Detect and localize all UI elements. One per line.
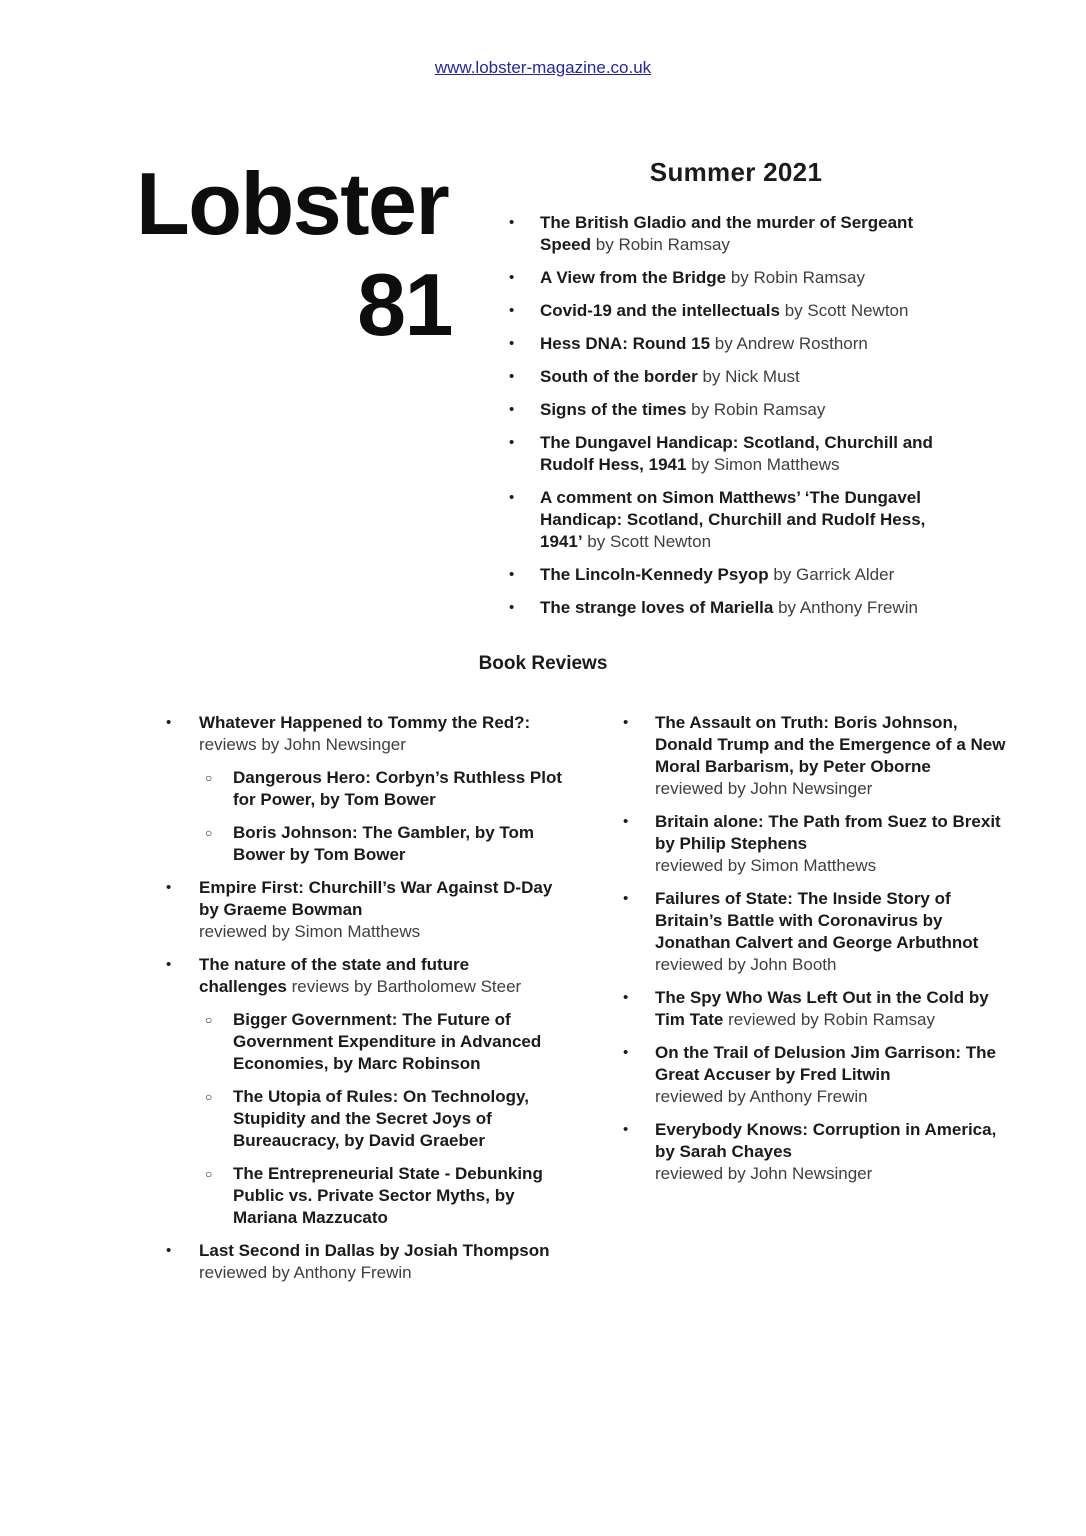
review-title: Whatever Happened to Tommy the Red?: [199,713,531,732]
review-item [160,1086,574,1152]
bullet-icon: • [623,1044,629,1061]
bullet-icon: • [623,813,629,830]
page-header [0,57,1086,79]
article-item [495,333,977,355]
review-text [233,1163,573,1229]
article-author: by Robin Ramsay [730,268,865,287]
article-text [540,212,964,256]
bullet-icon: • [509,599,515,616]
review-reviewer: reviews by Bartholomew Steer [291,977,522,996]
season-heading: Summer 2021 [649,157,823,187]
review-title: Empire First: Churchill’s War Against D-Day by Graeme Bowman [199,878,553,919]
bullet-icon: • [509,434,515,451]
review-text [233,822,573,866]
bullet-icon: • [509,335,515,352]
review-item [618,987,1016,1031]
bullet-icon: • [509,566,515,583]
article-author: by Andrew Rosthorn [714,334,868,353]
review-text [655,1119,1013,1185]
review-text [655,811,1013,877]
review-title: The Assault on Truth: Boris Johnson, Donald Trump and the Emergence of a New Moral Barbarism, by Peter Oborne [655,713,1006,776]
review-text [233,1009,573,1075]
article-text [540,267,964,289]
article-text [540,487,964,553]
review-text [655,888,1013,976]
bullet-icon: ○ [205,1013,213,1027]
review-text [233,767,573,811]
article-author: by Anthony Frewin [778,598,918,617]
review-title: The Utopia of Rules: On Technology, Stupidity and the Secret Joys of Bureaucracy, by David Graeber [233,1087,529,1150]
review-title: Boris Johnson: The Gambler, by Tom Bower by Tom Bower [233,823,535,864]
review-reviewer: reviewed by Simon Matthews [655,856,877,875]
bullet-icon: • [623,1121,629,1138]
review-title: The Spy Who Was Left Out in the Cold by Tim Tate [655,988,989,1029]
table-of-contents [495,158,977,630]
review-item [160,712,574,756]
review-text [233,1086,573,1152]
review-item [160,1163,574,1229]
article-item [495,487,977,553]
review-text [199,954,559,998]
bullet-icon: ○ [205,1167,213,1181]
review-item [160,877,574,943]
article-author: by Nick Must [702,367,800,386]
review-item [618,1042,1016,1108]
review-title: The nature of the state and future challenges [199,955,470,996]
bullet-icon: • [509,368,515,385]
bullet-icon: • [509,214,515,231]
review-item [160,822,574,866]
article-title: The Dungavel Handicap: Scotland, Churchill and Rudolf Hess, 1941 [540,433,933,474]
review-reviewer: reviewed by John Newsinger [655,1164,873,1183]
review-reviewer: reviewed by Simon Matthews [199,922,421,941]
article-title: The Lincoln-Kennedy Psyop [540,565,769,584]
review-title: Britain alone: The Path from Suez to Brexit by Philip Stephens [655,812,1001,853]
article-author: by Scott Newton [587,532,712,551]
review-title: Everybody Knows: Corruption in America, by Sarah Chayes [655,1120,997,1161]
bullet-icon: • [509,489,515,506]
review-item [160,1240,574,1284]
review-title: Failures of State: The Inside Story of Britain’s Battle with Coronavirus by Jonathan Calvert and George Arbuthnot [655,889,979,952]
article-author: by Garrick Alder [773,565,895,584]
review-item [160,954,574,998]
review-item [618,712,1016,800]
review-reviewer: reviewed by Robin Ramsay [728,1010,935,1029]
bullet-icon: • [166,714,172,731]
articles-list [495,212,977,619]
book-reviews-right-column [618,712,1016,1196]
review-item [618,811,1016,877]
article-title: Covid-19 and the intellectuals [540,301,780,320]
review-reviewer: reviews by John Newsinger [199,735,406,754]
article-text [540,597,964,619]
article-title: Hess DNA: Round 15 [540,334,711,353]
article-author: by Scott Newton [784,301,909,320]
article-text [540,300,964,322]
article-item [495,432,977,476]
review-title: Bigger Government: The Future of Government Expenditure in Advanced Economies, by Marc Robinson [233,1010,542,1073]
bullet-icon: • [623,714,629,731]
article-item [495,366,977,388]
review-reviewer: reviewed by John Booth [655,955,837,974]
bullet-icon: • [509,401,515,418]
review-item [160,767,574,811]
review-title: The Entrepreneurial State - Debunking Public vs. Private Sector Myths, by Mariana Mazzucato [233,1164,543,1227]
article-item [495,564,977,586]
book-reviews-left-column [160,712,574,1295]
article-text [540,432,964,476]
review-title: Last Second in Dallas by Josiah Thompson [199,1241,550,1260]
review-reviewer: reviewed by Anthony Frewin [199,1263,412,1282]
review-item [618,1119,1016,1185]
article-text [540,366,964,388]
article-title: The strange loves of Mariella [540,598,774,617]
bullet-icon: ○ [205,1090,213,1104]
review-text [655,712,1013,800]
article-item [495,300,977,322]
review-item [618,888,1016,976]
book-reviews-heading: Book Reviews [478,653,608,674]
review-text [199,712,559,756]
article-author: by Simon Matthews [691,455,840,474]
review-title: On the Trail of Delusion Jim Garrison: The Great Accuser by Fred Litwin [655,1043,996,1084]
bullet-icon: ○ [205,771,213,785]
article-item [495,212,977,256]
bullet-icon: • [623,890,629,907]
article-item [495,267,977,289]
article-text [540,399,964,421]
bullet-icon: • [166,956,172,973]
article-item [495,597,977,619]
article-text [540,564,964,586]
review-reviewer: reviewed by John Newsinger [655,779,873,798]
article-author: by Robin Ramsay [595,235,730,254]
bullet-icon: ○ [205,826,213,840]
review-text [199,877,559,943]
bullet-icon: • [166,879,172,896]
review-reviewer: reviewed by Anthony Frewin [655,1087,868,1106]
bullet-icon: • [623,989,629,1006]
article-title: South of the border [540,367,698,386]
bullet-icon: • [509,302,515,319]
article-title: A View from the Bridge [540,268,727,287]
review-text [655,1042,1013,1108]
issue-number: 81 [357,255,452,354]
review-item [160,1009,574,1075]
article-author: by Robin Ramsay [691,400,826,419]
review-title: Dangerous Hero: Corbyn’s Ruthless Plot for Power, by Tom Bower [233,768,563,809]
article-item [495,399,977,421]
masthead [136,154,458,354]
review-text [199,1240,559,1284]
article-title: The British Gladio and the murder of Sergeant Speed [540,213,914,254]
bullet-icon: • [509,269,515,286]
magazine-title: Lobster [136,154,449,253]
book-reviews-section-header [0,652,1086,676]
bullet-icon: • [166,1242,172,1259]
article-title: Signs of the times [540,400,687,419]
review-text [655,987,1013,1031]
article-text [540,333,964,355]
magazine-url-link[interactable]: www.lobster-magazine.co.uk [434,58,652,77]
article-title: A comment on Simon Matthews’ ‘The Dungavel Handicap: Scotland, Churchill and Rudolf Hess, 1941’ [540,488,926,551]
